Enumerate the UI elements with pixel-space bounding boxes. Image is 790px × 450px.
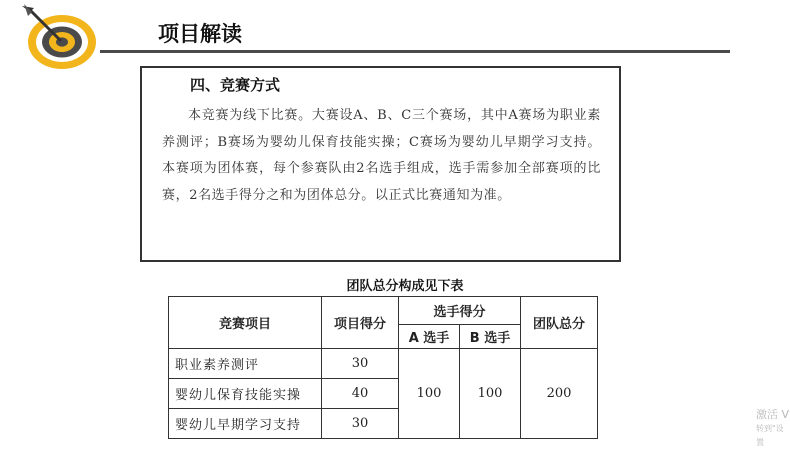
page-title: 项目解读 [158,22,242,46]
row-event-name: 职业素养测评 [169,349,322,379]
activation-watermark [756,408,790,450]
table-row [169,349,598,379]
row-item-score: 30 [322,409,399,439]
competition-method-box [140,66,621,262]
header-team-total: 团队总分 [521,297,598,349]
header-player-a: A 选手 [399,325,460,349]
header-player-score: 选手得分 [399,297,521,325]
section-heading: 四、竞赛方式 [190,76,281,94]
header-item-score: 项目得分 [322,297,399,349]
team-score-table [168,296,598,439]
watermark-line-2: 转到"设置 [756,424,784,447]
header-player-b: B 选手 [460,325,521,349]
watermark-line-1: 激活 V [756,408,790,421]
row-event-name: 婴幼儿早期学习支持 [169,409,322,439]
row-item-score: 40 [322,379,399,409]
header-divider [100,50,730,53]
player-a-score: 100 [399,349,460,439]
row-event-name: 婴幼儿保育技能实操 [169,379,322,409]
player-b-score: 100 [460,349,521,439]
table-caption: 团队总分构成见下表 [346,279,464,294]
row-item-score: 30 [322,349,399,379]
team-total-score: 200 [521,349,598,439]
header-event: 竞赛项目 [169,297,322,349]
dart-target-icon [18,2,102,72]
section-body: 本竞赛为线下比赛。大赛设A、B、C三个赛场，其中A赛场为职业素养测评；B赛场为婴幼儿保育技能实操；C赛场为婴幼儿早期学习支持。本赛项为团体赛，每个参赛队由2名选手组成，选手需参加全部赛项的比赛，2名选手得分之和为团体总分。以正式比赛通知为准。 [162,108,601,203]
